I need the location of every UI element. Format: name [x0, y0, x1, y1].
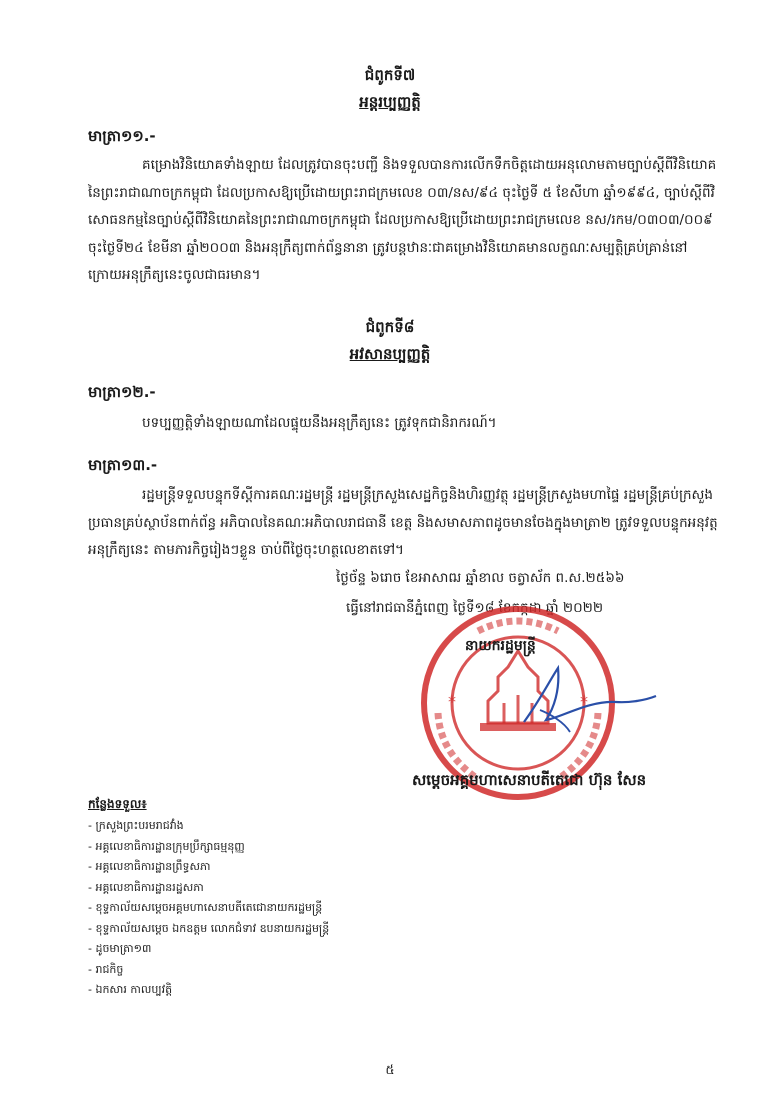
- article-13-text: រដ្ឋមន្ត្រីទទួលបន្ទុកទីស្តីការគណៈរដ្ឋមន្ត្រី រដ្ឋមន្ត្រីក្រសួងសេដ្ឋកិច្ចនិងហិរញ្ញវត្ថុ រដ្ឋមន្ត្រីក្រសួងមហាផ្ទៃ រដ្ឋមន្ត្រីគ្រប់ក្រសួង ប្រធានគ្រប់ស្ថាប័នពាក់ព័ន្ធ អភិបាលនៃគណៈអភិបាលរាជធានី ខេត្ត និងសមាសភាពដូចមានចែងក្នុងមាត្រា២ ត្រូវទទួលបន្ទុកអនុវត្តអនុក្រឹត្យនេះ តាមភារកិច្ចរៀងៗខ្លួន ចាប់ពីថ្ងៃចុះហត្ថលេខាតទៅ។: [88, 487, 718, 558]
- recipients-title: កន្លែងទទួល៖: [88, 797, 147, 811]
- svg-text:*: *: [580, 692, 588, 711]
- page-number: ៥: [385, 1063, 395, 1078]
- chapter-7-heading: ជំពូកទី៧: [364, 66, 416, 84]
- chapter-8-heading: ជំពូកទី៨: [365, 318, 415, 336]
- article-11-text: គម្រោងវិនិយោគទាំងឡាយ ដែលត្រូវបានចុះបញ្ជី និងទទួលបានការលើកទឹកចិត្តដោយអនុលោមតាមច្បាប់ស្តីពីវិនិយោគនៃព្រះរាជាណាចក្រកម្ពុជា ដែលប្រកាសឱ្យប្រើដោយព្រះរាជក្រមលេខ ០៣/នស/៩៤ ចុះថ្ងៃទី ៥ ខែសីហា ឆ្នាំ១៩៩៤, ច្បាប់ស្តីពីវិសោធនកម្មនៃច្បាប់ស្តីពីវិនិយោគនៃព្រះរាជាណាចក្រកម្ពុជា ដែលប្រកាសឱ្យប្រើដោយព្រះរាជក្រមលេខ នស/រកម/០៣០៣/០០៩ ចុះថ្ងៃទី២៤ ខែមីនា ឆ្នាំ២០០៣ និងអនុក្រឹត្យពាក់ព័ន្ធនានា ត្រូវបន្តឋានៈជាគម្រោងវិនិយោគមានលក្ខណៈសម្បត្តិគ្រប់គ្រាន់នៅក្រោយអនុក្រឹត្យនេះចូលជាធរមាន។: [88, 157, 717, 283]
- list-item: - ឯកសារ កាលប្បវត្តិ: [88, 980, 329, 1001]
- recipients-list: [88, 816, 329, 1001]
- date-solar: ធ្វើនៅរាជធានីភ្នំពេញ ថ្ងៃទី១៨ ខែកក្កដា ឆ្នាំ ២០២២: [346, 600, 604, 616]
- signer-title: នាយករដ្ឋមន្ត្រី: [465, 638, 536, 654]
- list-item: - ខុទ្ទកាល័យសម្តេចអគ្គមហាសេនាបតីតេជោនាយករដ្ឋមន្ត្រី: [88, 898, 329, 919]
- list-item: - អគ្គលេខាធិការដ្ឋានក្រុមប្រឹក្សាធម្មនុញ្ញ: [88, 837, 329, 858]
- list-item: - ដូចមាត្រា១៣: [88, 939, 329, 960]
- list-item: - អគ្គលេខាធិការដ្ឋានព្រឹទ្ធសភា: [88, 857, 329, 878]
- date-lunar: ថ្ងៃច័ន្ទ ៦រោច ខែអាសាឍ ឆ្នាំខាល ចត្វាស័ក ព.ស.២៥៦៦: [336, 570, 625, 586]
- chapter-8-title: អវសានប្បញ្ញត្តិ: [349, 345, 431, 363]
- article-13-label: មាត្រា១៣.-: [88, 456, 158, 474]
- list-item: - ខុទ្ទកាល័យសម្តេច ឯកឧត្តម លោកជំទាវ ឧបនាយករដ្ឋមន្ត្រី: [88, 919, 329, 940]
- article-11-label: មាត្រា១១.-: [88, 127, 156, 145]
- signature-mark: [520, 660, 660, 740]
- article-12-label: មាត្រា១២.-: [88, 383, 156, 401]
- list-item: - រាជកិច្ច: [88, 960, 329, 981]
- list-item: - អគ្គលេខាធិការដ្ឋានរដ្ឋសភា: [88, 878, 329, 899]
- svg-text:*: *: [448, 692, 456, 711]
- article-13-body: [88, 482, 718, 565]
- article-11-body: [88, 152, 718, 290]
- article-12-body: [88, 410, 718, 438]
- chapter-7-title: អន្តរប្បញ្ញត្តិ: [359, 93, 421, 111]
- article-12-text: បទប្បញ្ញត្តិទាំងឡាយណាដែលផ្ទុយនឹងអនុក្រឹត្យនេះ ត្រូវទុកជានិរាករណ៍។: [142, 415, 497, 431]
- list-item: - ក្រសួងព្រះបរមរាជវាំង: [88, 816, 329, 837]
- signer-name: សម្តេចអគ្គមហាសេនាបតីតេជោ ហ៊ុន សែន: [412, 771, 647, 789]
